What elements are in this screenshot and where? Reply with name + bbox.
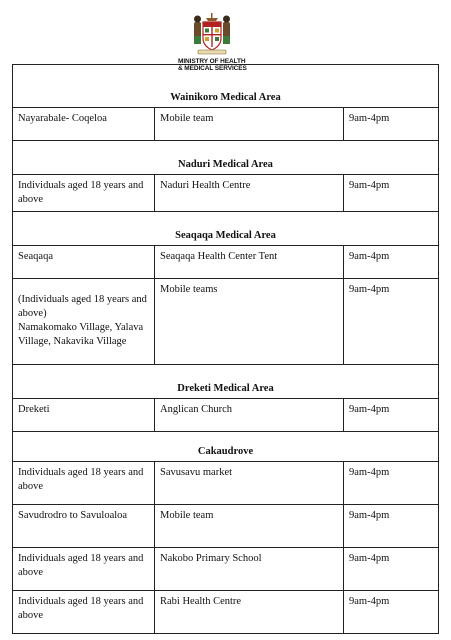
time-cell: 9am-4pm (344, 279, 439, 365)
venue-cell: Rabi Health Centre (155, 591, 344, 634)
table-row (13, 505, 439, 548)
location-villages: Namakomako Village, Yalava Village, Nakavika Village (18, 322, 144, 347)
ministry-line-1: MINISTRY OF HEALTH (178, 58, 246, 65)
table-row (13, 175, 439, 212)
table-row (13, 279, 439, 365)
ministry-line-2: & MEDICAL SERVICES (178, 65, 247, 72)
area-title: Cakaudrove (13, 432, 439, 462)
area-title: Wainikoro Medical Area (13, 65, 439, 108)
venue-cell: Savusavu market (155, 462, 344, 505)
area-header-row (13, 212, 439, 246)
table-row (13, 108, 439, 141)
venue-cell: Nakobo Primary School (155, 548, 344, 591)
location-cell: Individuals aged 18 years and above (13, 175, 155, 212)
document-header (0, 0, 451, 70)
venue-cell: Naduri Health Centre (155, 175, 344, 212)
venue-cell: Mobile teams (155, 279, 344, 365)
location-cell (13, 279, 155, 365)
table-row (13, 462, 439, 505)
location-cell: Nayarabale- Coqeloa (13, 108, 155, 141)
area-title: Seaqaqa Medical Area (13, 212, 439, 246)
area-title: Dreketi Medical Area (13, 365, 439, 399)
location-cell: Individuals aged 18 years and above (13, 548, 155, 591)
table-row (13, 399, 439, 432)
area-header-row (13, 65, 439, 108)
time-cell: 9am-4pm (344, 108, 439, 141)
table-row (13, 246, 439, 279)
location-cell: Individuals aged 18 years and above (13, 462, 155, 505)
location-note: (Individuals aged 18 years and above) (18, 294, 147, 319)
location-cell: Savudrodro to Savuloaloa (13, 505, 155, 548)
venue-cell: Mobile team (155, 505, 344, 548)
area-header-row (13, 365, 439, 399)
venue-cell: Mobile team (155, 108, 344, 141)
time-cell: 9am-4pm (344, 175, 439, 212)
area-title: Naduri Medical Area (13, 141, 439, 175)
fiji-coat-of-arms-icon (192, 12, 232, 56)
time-cell: 9am-4pm (344, 462, 439, 505)
location-cell: Dreketi (13, 399, 155, 432)
table-row (13, 591, 439, 634)
location-cell: Individuals aged 18 years and above (13, 591, 155, 634)
time-cell: 9am-4pm (344, 548, 439, 591)
time-cell: 9am-4pm (344, 399, 439, 432)
area-header-row (13, 432, 439, 462)
time-cell: 9am-4pm (344, 246, 439, 279)
venue-cell: Anglican Church (155, 399, 344, 432)
time-cell: 9am-4pm (344, 591, 439, 634)
table-row (13, 548, 439, 591)
vaccination-schedule-table (12, 64, 439, 634)
time-cell: 9am-4pm (344, 505, 439, 548)
location-cell: Seaqaqa (13, 246, 155, 279)
venue-cell: Seaqaqa Health Center Tent (155, 246, 344, 279)
area-header-row (13, 141, 439, 175)
